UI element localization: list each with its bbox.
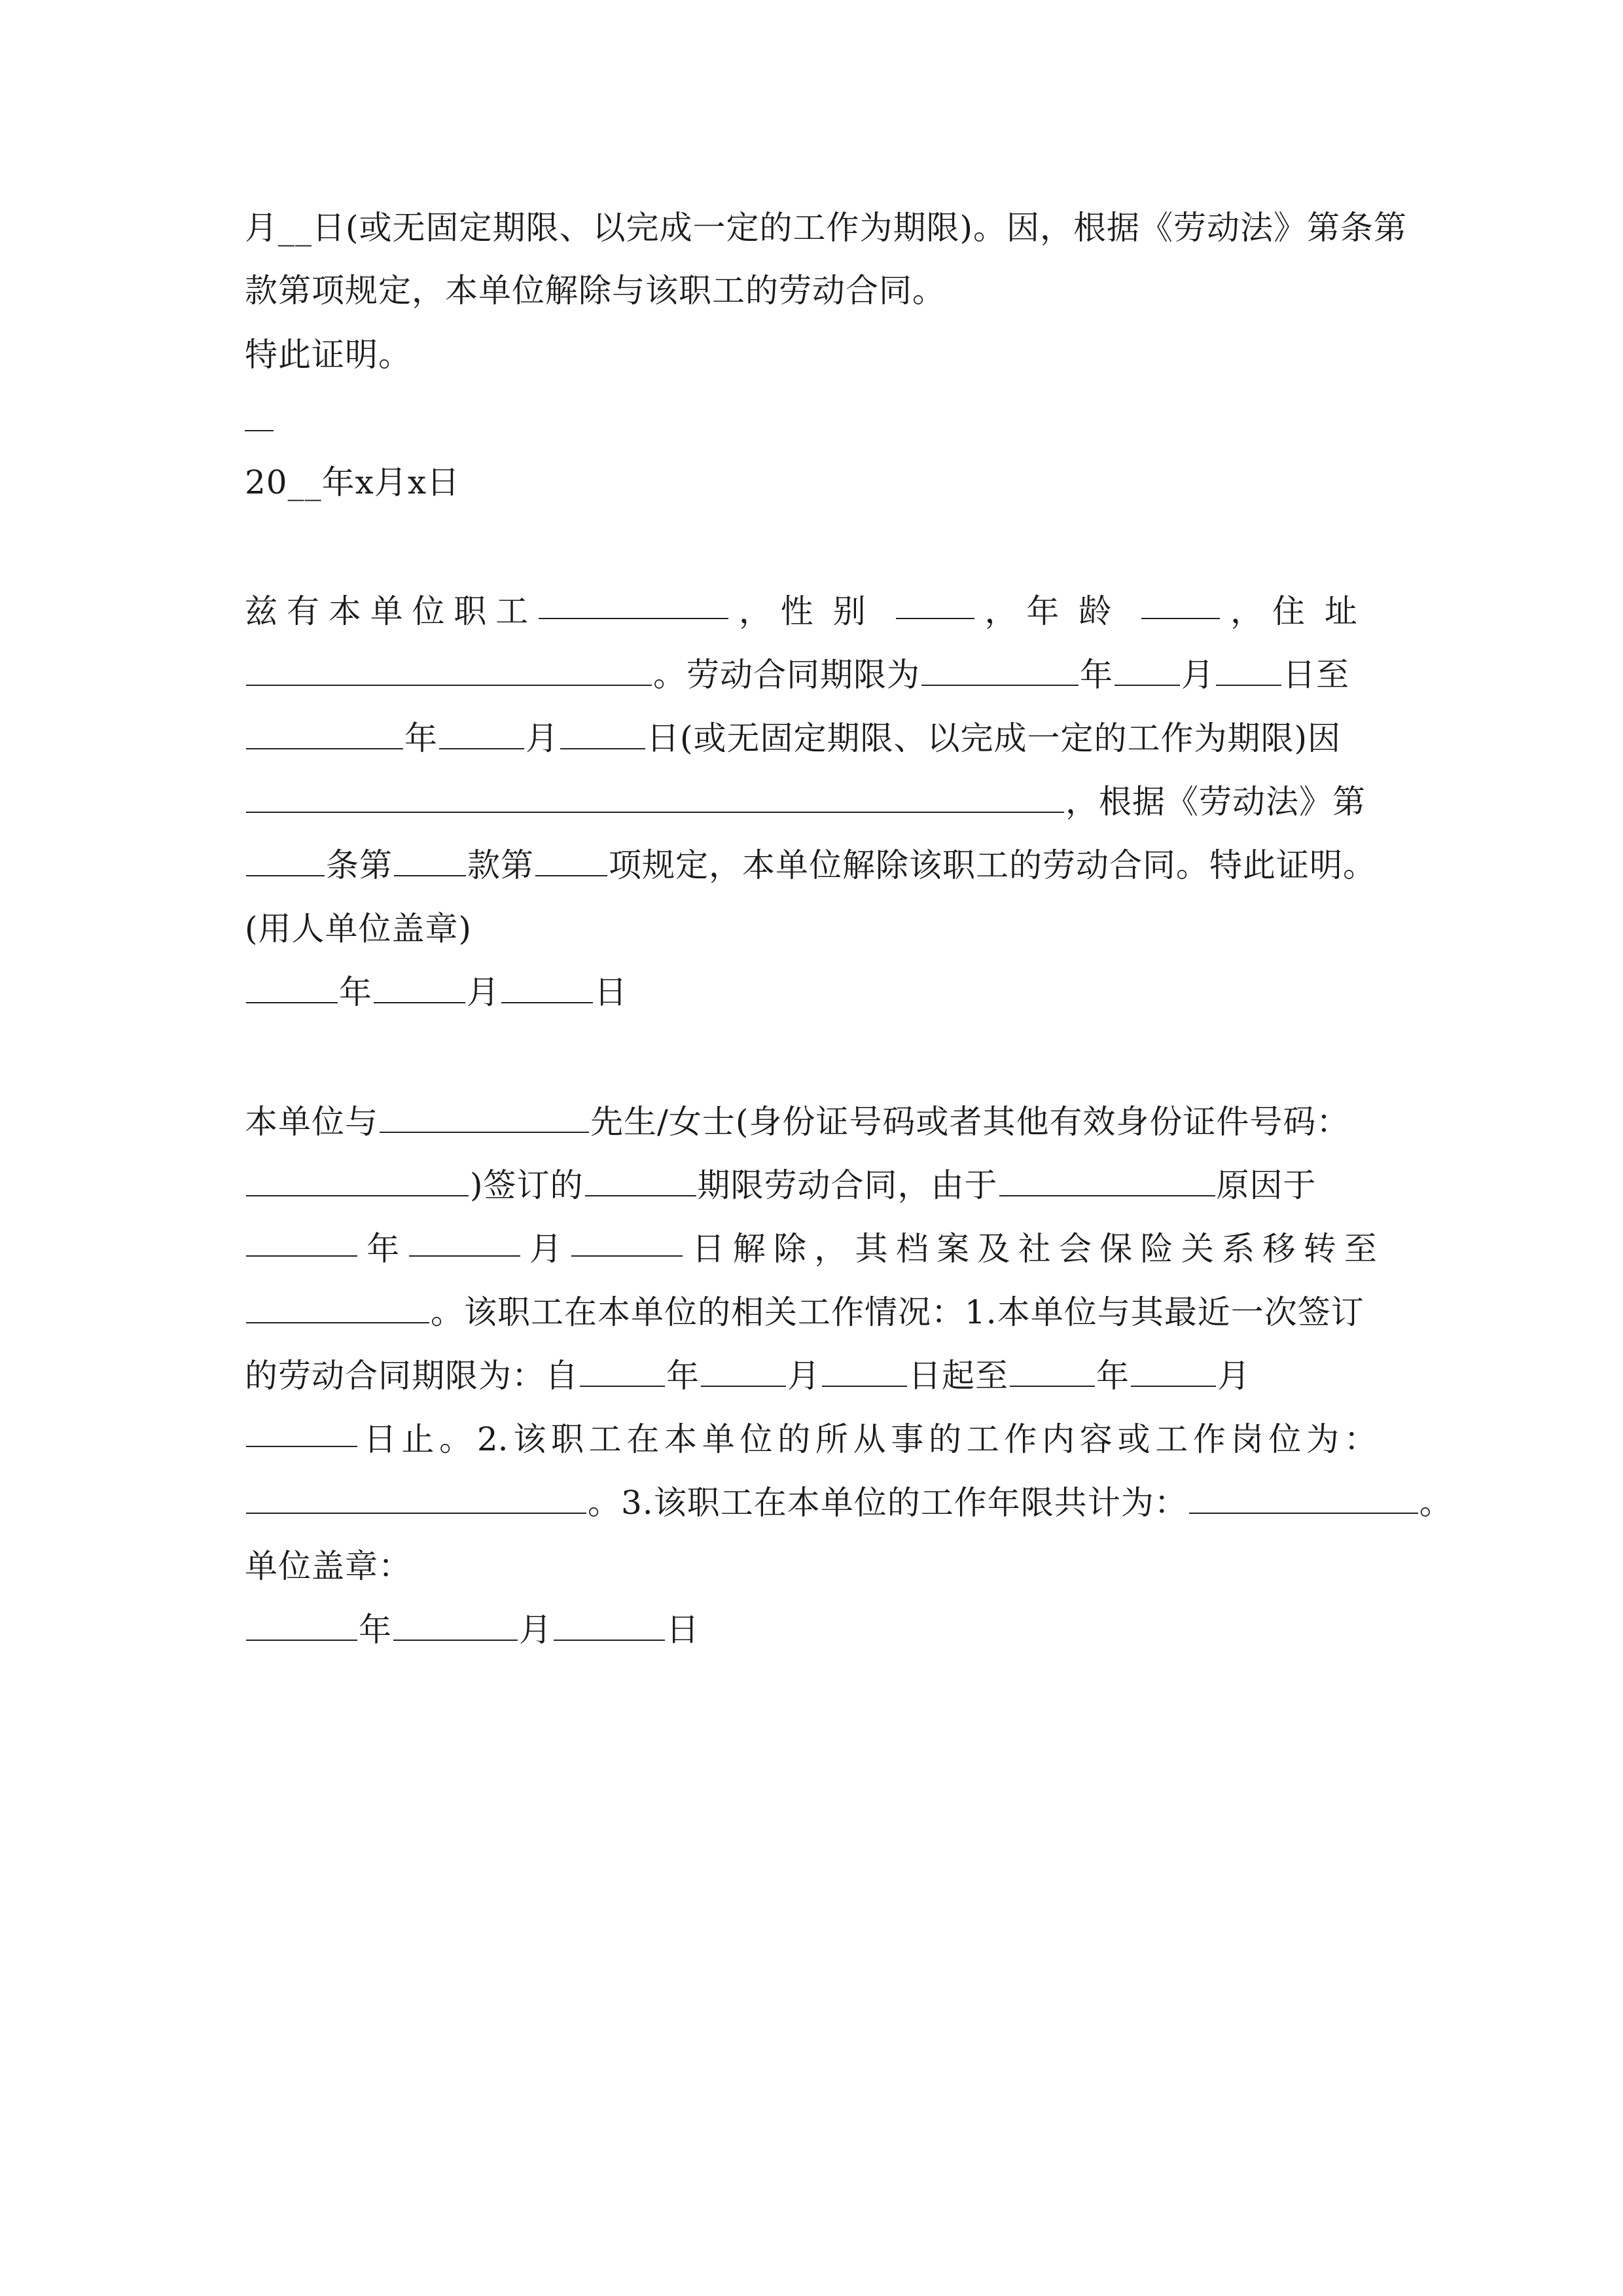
text: 年 [1096,1357,1130,1395]
blank-contract-type[interactable] [585,1169,696,1196]
char: 有 [286,592,319,630]
char: 单 [702,1420,735,1458]
char: 单 [370,592,403,630]
char: 位 [1268,1420,1302,1458]
char: 工 [495,592,529,630]
char: 工 [966,1420,999,1458]
char: 在 [626,1420,660,1458]
blank-end-year[interactable] [246,1229,357,1257]
char: ， [814,1230,847,1268]
char: 职 [454,592,487,630]
blank-clause[interactable] [394,849,466,876]
s2-line-4 [245,782,1366,821]
blank-term-start[interactable] [921,658,1079,686]
s2-line-2 [245,655,1349,694]
label-address: 住址 [1272,592,1377,630]
s1-line-1: 月__日(或无固定期限、以完成一定的工作为期限)。因，根据《劳动法》第条第 [245,209,1408,247]
text: 日(或无固定期限、以完成一定的工作为期限)因 [647,719,1342,757]
char: 工 [588,1420,622,1458]
char: 保 [1099,1230,1133,1268]
label-sex: 性别 [780,592,885,630]
char: 位 [412,592,445,630]
char: 内 [1042,1420,1075,1458]
char: 为 [1306,1420,1339,1458]
text: 。 [1419,1484,1453,1522]
blank-final-year[interactable] [246,1613,357,1641]
blank-employee-name[interactable] [539,592,728,619]
text: 。该职工在本单位的相关工作情况：1.本单位与其最近一次签订 [431,1293,1364,1331]
text: 年 [666,1357,700,1395]
label-age: 年龄 [1026,592,1132,630]
blank-end-day[interactable] [571,1229,683,1257]
blank-sign-month[interactable] [374,976,465,1003]
text: 年 [404,719,438,757]
blank-from-month[interactable] [701,1359,786,1387]
char: 系 [1222,1230,1255,1268]
char: 社 [1018,1230,1051,1268]
text: 年 [1080,656,1113,694]
blank-person-name[interactable] [380,1105,589,1133]
char: 移 [1262,1230,1296,1268]
char: 所 [815,1420,848,1458]
s3-line-2 [245,1166,1317,1205]
blank-term-end-month[interactable] [439,722,524,749]
blank-end-month[interactable] [409,1229,520,1257]
text: 日至 [1283,656,1349,694]
blank-final-month[interactable] [393,1613,518,1641]
comma: ， [738,592,772,630]
char: 2. [476,1420,508,1458]
s2-line-1 [245,592,1377,631]
blank-reason[interactable] [246,785,1064,813]
blank-sign-year[interactable] [246,976,338,1003]
char: 作 [1004,1420,1037,1458]
blank-sign-day[interactable] [501,976,593,1003]
char: 工 [1155,1420,1188,1458]
char: 岗 [1230,1420,1264,1458]
text: 年 [339,973,372,1011]
char: 险 [1140,1230,1173,1268]
s3-date [245,1610,700,1649]
char: 该 [513,1420,546,1458]
text: 本单位与 [245,1103,378,1141]
char: 档 [895,1230,929,1268]
text: 先生/女士(身份证号码或者其他有效身份证件号码： [590,1103,1350,1141]
text: 年 [359,1611,392,1649]
text: 月 [1181,656,1215,694]
char: 转 [1303,1230,1336,1268]
char: 本 [328,592,361,630]
blank-years-total[interactable] [1189,1486,1418,1514]
char: 本 [664,1420,698,1458]
blank-id-number[interactable] [246,1169,469,1196]
s1-line-3: 特此证明。 [245,336,412,374]
char: 职 [550,1420,584,1458]
text: 款第 [467,846,534,884]
blank-month[interactable] [1115,658,1180,686]
char: 会 [1058,1230,1092,1268]
blank-cause[interactable] [999,1169,1215,1196]
char: 容 [1079,1420,1113,1458]
char: 止 [401,1420,435,1458]
char: 。 [439,1420,473,1458]
text: 年 [366,1230,400,1268]
blank-job-content[interactable] [246,1486,586,1514]
text: 项规定，本单位解除该职工的劳动合同。特此证明。 [609,846,1376,884]
text: 日 [594,973,628,1011]
blank-from-year[interactable] [580,1359,665,1387]
char: ： [1344,1420,1377,1458]
text: 。3.该职工在本单位的工作年限共计为： [588,1484,1188,1522]
blank-from-day[interactable] [822,1359,907,1387]
comma: ， [1230,592,1264,630]
char: 日 [692,1230,725,1268]
blank-final-day[interactable] [554,1613,665,1641]
s3-seal: 单位盖章： [245,1547,412,1585]
text: )签订的 [470,1166,584,1204]
s3-line-4 [245,1293,1364,1332]
blank-day[interactable] [1216,658,1281,686]
char: 至 [1344,1230,1377,1268]
text: 条第 [326,846,393,884]
char: 的 [928,1420,961,1458]
blank-to-year[interactable] [1010,1359,1095,1387]
s2-seal: (用人单位盖章) [245,910,473,948]
char: 从 [853,1420,886,1458]
char: 的 [777,1420,811,1458]
text: 。劳动合同期限为 [653,656,920,694]
text: 月 [1217,1357,1251,1395]
text: 月 [467,973,500,1011]
text: 日 [666,1611,700,1649]
blank-to-day[interactable] [246,1420,357,1447]
s1-line-2: 款第项规定，本单位解除与该职工的劳动合同。 [245,272,946,310]
char: 及 [977,1230,1010,1268]
text: 月 [519,1611,552,1649]
s3-line-3 [245,1229,1377,1268]
text: 月 [787,1357,821,1395]
blank-term-end-day[interactable] [560,722,645,749]
text: 日起至 [908,1357,1008,1395]
char: 案 [936,1230,970,1268]
s2-line-5 [245,846,1376,885]
s2-date [245,973,628,1012]
s1-date: 20__年x月x日 [245,463,461,501]
text: 期限劳动合同，由于 [697,1166,998,1204]
text: ，根据《劳动法》第 [1065,783,1366,821]
blank-article[interactable] [246,849,325,876]
blank-address[interactable] [246,658,652,686]
char: 日 [363,1420,397,1458]
blank-transfer-to[interactable] [246,1296,429,1323]
blank-item[interactable] [535,849,607,876]
s3-line-5 [245,1356,1251,1395]
blank-to-month[interactable] [1131,1359,1216,1387]
char: 解 [732,1230,766,1268]
char: 位 [740,1420,773,1458]
text: 月 [529,1230,562,1268]
s3-line-7 [245,1483,1453,1522]
comma: ， [984,592,1018,630]
s3-line-6 [245,1420,1377,1459]
blank-term-end-year[interactable] [246,722,403,749]
char: 兹 [245,592,277,630]
char: 事 [891,1420,924,1458]
char: 或 [1117,1420,1150,1458]
blank-age[interactable] [1141,592,1220,619]
text: 的劳动合同期限为：自 [245,1357,579,1395]
s3-line-1 [245,1102,1349,1141]
signature-dash [245,430,274,431]
text: 原因于 [1216,1166,1317,1204]
text: 月 [526,719,559,757]
char: 其 [855,1230,888,1268]
char: 关 [1181,1230,1214,1268]
char: 除 [773,1230,806,1268]
char: 作 [1192,1420,1226,1458]
s2-line-3 [245,719,1341,758]
blank-sex[interactable] [896,592,974,619]
